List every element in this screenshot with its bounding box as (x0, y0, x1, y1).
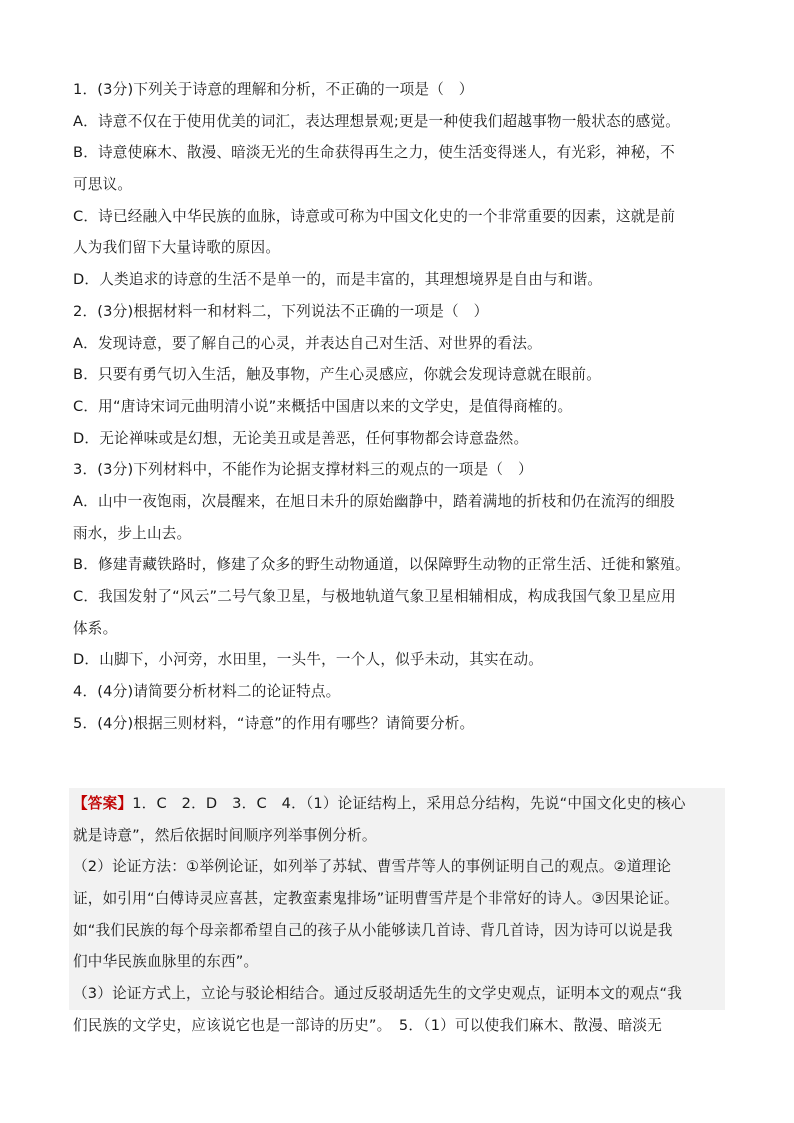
question-line: 3．(3分)下列材料中，不能作为论据支撑材料三的观点的一项是（ ） (73, 461, 533, 479)
answer-text: 1．C 2．D 3．C 4．（1）论证结构上，采用总分结构，先说“中国文化史的核心 (132, 795, 686, 812)
question-line: 人为我们留下大量诗歌的原因。 (73, 239, 281, 257)
answer-line (73, 851, 723, 883)
answer-section (73, 788, 723, 1042)
question-line: D．人类追求的诗意的生活不是单一的，而是丰富的，其理想境界是自由与和谐。 (73, 271, 603, 289)
answer-line: 证，如引用“白傅诗灵应喜甚，定教蛮素鬼排场”证明曹雪芹是个非常好的诗人。③因果论证。 (73, 890, 679, 908)
question-line: C．我国发射了“风云”二号气象卫星，与极地轨道气象卫星相辅相成，构成我国气象卫星应用 (73, 588, 676, 605)
question-line: 2．(3分)根据材料一和材料二，下列说法不正确的一项是（ ） (73, 302, 489, 320)
question-line: 5．(4分)根据三则材料，“诗意”的作用有哪些？请简要分析。 (73, 714, 475, 732)
answer-line: 们民族的文学史，应该说它也是一部诗的历史”。 5．（1）可以使我们麻木、散漫、暗淡无 (73, 1016, 663, 1034)
question-line: B．只要有勇气切入生活，触及事物，产生心灵感应，你就会发现诗意就在眼前。 (73, 366, 601, 384)
question-line: D．无论禅味或是幻想，无论美丑或是善恶，任何事物都会诗意盎然。 (73, 429, 529, 447)
question-line: A．山中一夜饱雨，次晨醒来，在旭日未升的原始幽静中，踏着满地的折枝和仍在流泻的细股 (73, 492, 675, 510)
answer-line: 们中华民族血脉里的东西”。 (73, 953, 259, 971)
answer-text: （2）论证方法： (73, 858, 187, 876)
question-line: A．诗意不仅在于使用优美的词汇，表达理想景观;更是一种使我们超越事物一般状态的感觉。 (73, 112, 681, 130)
answer-text: ①举例论证，如列举了苏轼、曹雪芹等人的事例证明自己的观点。②道理论 (186, 858, 672, 876)
answer-line (73, 788, 723, 820)
question-line: A．发现诗意，要了解自己的心灵，并表达自己对生活、对世界的看法。 (73, 334, 542, 352)
question-line: 雨水，步上山去。 (73, 524, 192, 542)
question-line: 可思议。 (73, 176, 133, 194)
question-line: 1．(3分)下列关于诗意的理解和分析，不正确的一项是（ ） (73, 81, 474, 98)
question-line: C．诗已经融入中华民族的血脉，诗意或可称为中国文化史的一个非常重要的因素，这就是前 (73, 207, 676, 225)
question-line: B．诗意使麻木、散漫、暗淡无光的生命获得再生之力，使生活变得迷人，有光彩，神秘，不 (73, 144, 675, 162)
answer-tag: 【答案】 (73, 795, 133, 812)
answer-line: 如“我们民族的每个母亲都希望自己的孩子从小能够读几首诗、背几首诗，因为诗可以说是我 (73, 921, 673, 939)
question-line: C．用“唐诗宋词元曲明清小说”来概括中国唐以来的文学史，是值得商榷的。 (73, 397, 573, 415)
question-line: 4．(4分)请简要分析材料二的论证特点。 (73, 683, 341, 701)
question-section (73, 74, 723, 739)
answer-line: （3）论证方式上，立论与驳论相结合。通过反驳胡适先生的文学史观点，证明本文的观点“我 (73, 985, 682, 1003)
answer-line: 就是诗意”，然后依据时间顺序列举事例分析。 (73, 826, 377, 844)
question-line: B．修建青藏铁路时，修建了众多的野生动物通道，以保障野生动物的正常生活、迁徙和繁殖。 (73, 556, 690, 574)
question-line: 体系。 (73, 619, 118, 637)
question-line: D．山脚下，小河旁，水田里，一头牛，一个人，似乎未动，其实在动。 (73, 651, 544, 669)
